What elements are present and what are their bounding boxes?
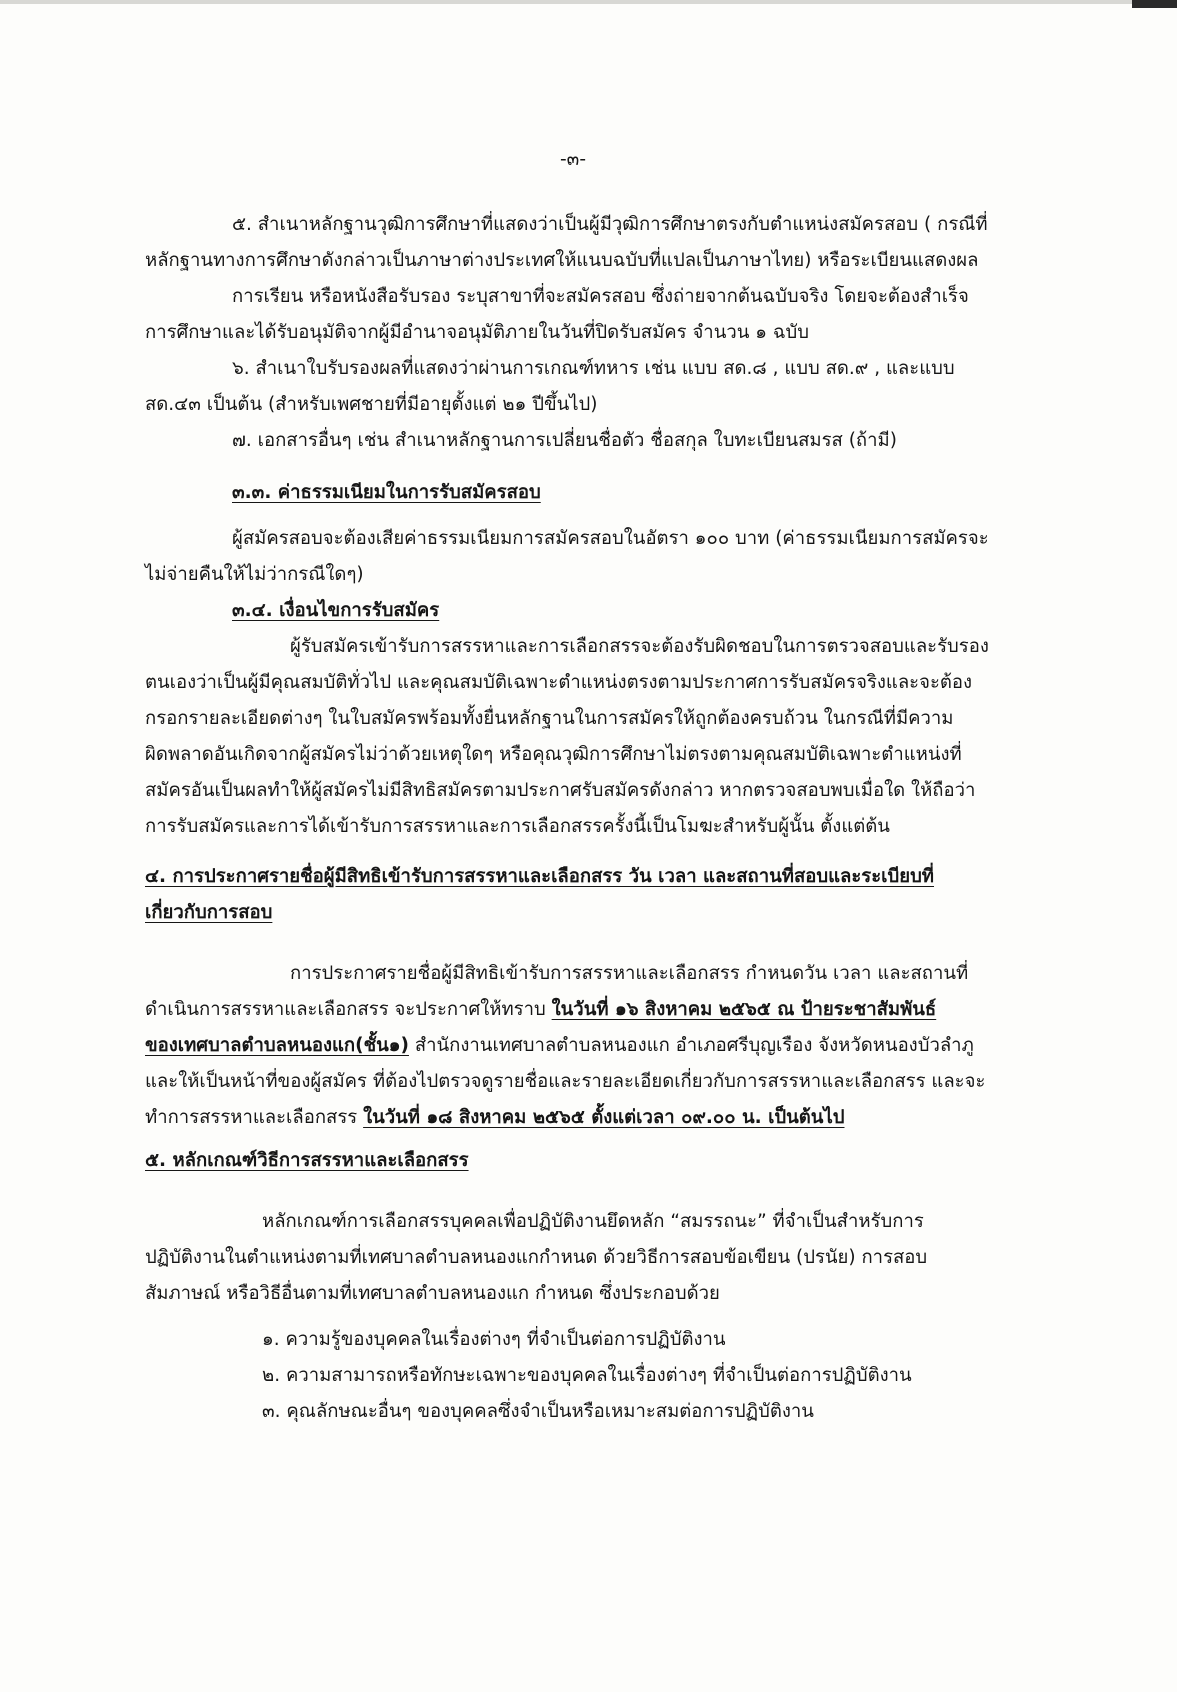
announce-heading-line2: เกี่ยวกับการสอบ [145,902,273,923]
announce-line4: และให้เป็นหน้าที่ของผู้สมัคร ที่ต้องไปตรวจดูรายชื่อและรายละเอียดเกี่ยวกับการสรรหาและเลือกสรร และจะ [145,1071,986,1092]
announce-line3-text: สำนักงานเทศบาลตำบลหนองแก อำเภอศรีบุญเรือง จังหวัดหนองบัวลำภู [414,1035,974,1056]
announce-line1: การประกาศรายชื่อผู้มีสิทธิเข้ารับการสรรหาและเลือกสรร กำหนดวัน เวลา และสถานที่ [290,963,969,984]
fee-line2: ไม่จ่ายคืนให้ไม่ว่ากรณีใดๆ) [145,564,364,585]
criteria-item3: ๓. คุณลักษณะอื่นๆ ของบุคคลซึ่งจำเป็นหรือเหมาะสมต่อการปฏิบัติงาน [262,1401,814,1422]
condition-heading: ๓.๔. เงื่อนไขการรับสมัคร [232,600,440,621]
condition-line1: ผู้รับสมัครเข้ารับการสรรหาและการเลือกสรรจะต้องรับผิดชอบในการตรวจสอบและรับรอง [290,636,989,657]
criteria-line2: ปฏิบัติงานในตำแหน่งตามที่เทศบาลตำบลหนองแกกำหนด ด้วยวิธีการสอบข้อเขียน (ปรนัย) การสอบ [145,1247,928,1268]
item7-line: ๗. เอกสารอื่นๆ เช่น สำเนาหลักฐานการเปลี่ยนชื่อตัว ชื่อสกุล ใบทะเบียนสมรส (ถ้ามี) [232,430,897,451]
criteria-line3: สัมภาษณ์ หรือวิธีอื่นตามที่เทศบาลตำบลหนองแก กำหนด ซึ่งประกอบด้วย [145,1283,720,1304]
condition-line4: ผิดพลาดอันเกิดจากผู้สมัครไม่ว่าด้วยเหตุใดๆ หรือคุณวุฒิการศึกษาไม่ตรงตามคุณสมบัติเฉพาะตำแหน่งที่ [145,744,962,765]
condition-line2: ตนเองว่าเป็นผู้มีคุณสมบัติทั่วไป และคุณสมบัติเฉพาะตำแหน่งตรงตามประกาศการรับสมัครจริงและจะต้อง [145,672,973,693]
exam-date: ในวันที่ ๑๘ สิงหาคม ๒๕๖๕ ตั้งแต่เวลา ๐๙.๐๐ น. เป็นต้นไป [363,1107,845,1128]
announce-line2-text: ดำเนินการสรรหาและเลือกสรร จะประกาศให้ทราบ [145,999,546,1020]
criteria-heading: ๕. หลักเกณฑ์วิธีการสรรหาและเลือกสรร [145,1150,469,1171]
announce-line2 [145,998,936,1022]
condition-line5: สมัครอันเป็นผลทำให้ผู้สมัครไม่มีสิทธิสมัครตามประกาศรับสมัครดังกล่าว หากตรวจสอบพบเมื่อใด ให้ถือว่า [145,780,976,801]
item6-line2: สด.๔๓ เป็นต้น (สำหรับเพศชายที่มีอายุตั้งแต่ ๒๑ ปีขึ้นไป) [145,394,598,415]
item5-line3: การเรียน หรือหนังสือรับรอง ระบุสาขาที่จะสมัครสอบ ซึ่งถ่ายจากต้นฉบับจริง โดยจะต้องสำเร็จ [232,286,969,307]
fee-heading: ๓.๓. ค่าธรรมเนียมในการรับสมัครสอบ [232,482,541,503]
fee-line1: ผู้สมัครสอบจะต้องเสียค่าธรรมเนียมการสมัครสอบในอัตรา ๑๐๐ บาท (ค่าธรรมเนียมการสมัครจะ [232,528,989,549]
item5-line4: การศึกษาและได้รับอนุมัติจากผู้มีอำนาจอนุมัติภายในวันที่ปิดรับสมัคร จำนวน ๑ ฉบับ [145,322,809,343]
item5-line1: ๕. สำเนาหลักฐานวุฒิการศึกษาที่แสดงว่าเป็นผู้มีวุฒิการศึกษาตรงกับตำแหน่งสมัครสอบ ( กรณีที่ [232,214,988,235]
criteria-line1: หลักเกณฑ์การเลือกสรรบุคคลเพื่อปฏิบัติงานยึดหลัก “สมรรถนะ” ที่จำเป็นสำหรับการ [262,1211,924,1232]
announce-heading-line1: ๔. การประกาศรายชื่อผู้มีสิทธิเข้ารับการสรรหาและเลือกสรร วัน เวลา และสถานที่สอบและระเบียบที่ [145,866,935,887]
announce-line5-text: ทำการสรรหาและเลือกสรร [145,1107,358,1128]
criteria-item1: ๑. ความรู้ของบุคคลในเรื่องต่างๆ ที่จำเป็นต่อการปฏิบัติงาน [262,1329,726,1350]
condition-line6: การรับสมัครและการได้เข้ารับการสรรหาและการเลือกสรรครั้งนี้เป็นโมฆะสำหรับผู้นั้น ตั้งแต่ต้น [145,816,890,837]
criteria-item2: ๒. ความสามารถหรือทักษะเฉพาะของบุคคลในเรื่องต่างๆ ที่จำเป็นต่อการปฏิบัติงาน [262,1365,912,1386]
announce-date-notice: ในวันที่ ๑๖ สิงหาคม ๒๕๖๕ ณ ป้ายระชาสัมพันธ์ [551,999,937,1020]
scan-edge [0,0,1177,4]
condition-line3: กรอกรายละเอียดต่างๆ ในใบสมัครพร้อมทั้งยื่นหลักฐานในการสมัครให้ถูกต้องครบถ้วน ในกรณีที่มีความ [145,708,954,729]
item6-line1: ๖. สำเนาใบรับรองผลที่แสดงว่าผ่านการเกณฑ์ทหาร เช่น แบบ สด.๘ , แบบ สด.๙ , และแบบ [232,358,955,379]
announce-location: ของเทศบาลตำบลหนองแก(ชั้น๑) [145,1035,409,1056]
scan-corner-mark [1132,0,1177,8]
page-number: -๓- [560,149,586,170]
announce-line3 [145,1034,974,1058]
item5-line2: หลักฐานทางการศึกษาดังกล่าวเป็นภาษาต่างประเทศให้แนบฉบับที่แปลเป็นภาษาไทย) หรือระเบียนแสดงผล [145,250,979,271]
announce-line5 [145,1106,845,1130]
